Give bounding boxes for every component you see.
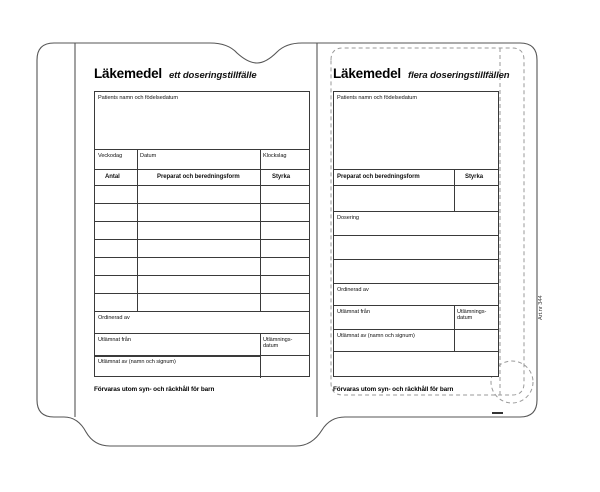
- row-divider-2: [260, 258, 261, 275]
- row-divider-1: [137, 276, 138, 293]
- row-divider-2: [260, 222, 261, 239]
- left-table-header-row: [95, 170, 309, 186]
- right-footer-note: Förvaras utom syn- och räckhåll för barn: [333, 386, 454, 393]
- row-divider-2: [260, 204, 261, 221]
- row-divider-2: [260, 240, 261, 257]
- right-dispensed-date-label-line1: Utlämnings-: [457, 308, 487, 315]
- row-divider-1: [137, 258, 138, 275]
- left-table-header-styrka: Styrka: [272, 174, 291, 180]
- right-dispensed-by-label: Utlämnat av (namn och signum): [337, 332, 415, 339]
- row-divider-1: [137, 204, 138, 221]
- left-form-box: [94, 91, 310, 377]
- right-preparation-row[interactable]: [334, 186, 498, 212]
- left-panel: [94, 66, 310, 411]
- left-patient-row: [95, 92, 309, 150]
- left-dispensed-date-label-line1: Utlämnings-: [263, 336, 293, 343]
- right-patient-row: [334, 92, 498, 170]
- left-dispensed-from-row[interactable]: [95, 334, 309, 356]
- left-table-header-preparat: Preparat och beredningsform: [157, 174, 240, 180]
- left-table-divider-1: [137, 170, 138, 185]
- left-table-divider-2: [260, 170, 261, 185]
- right-table-header-preparat: Preparat och beredningsform: [337, 174, 420, 180]
- left-dispense-divider-2: [260, 356, 261, 378]
- table-row[interactable]: [95, 276, 309, 294]
- left-dispensed-from-label: Utlämnat från: [98, 336, 131, 343]
- right-patient-label: Patients namn och födelsedatum: [337, 94, 417, 101]
- left-schedule-divider-1: [137, 150, 138, 169]
- table-row[interactable]: [95, 294, 309, 312]
- row-divider-1: [137, 186, 138, 203]
- left-schedule-label-veckodag: Veckodag: [98, 152, 123, 159]
- left-dispense-partial-divider: [95, 356, 260, 357]
- left-schedule-label-datum: Datum: [140, 152, 157, 159]
- right-preparation-divider: [454, 186, 455, 211]
- table-row[interactable]: [95, 240, 309, 258]
- left-footer-note: Förvaras utom syn- och räckhåll för barn: [94, 386, 215, 393]
- table-row[interactable]: [95, 186, 309, 204]
- right-dispensed-by-row[interactable]: [334, 330, 498, 352]
- left-panel-subheading: ett doseringstillfälle: [169, 70, 257, 81]
- row-divider-1: [137, 240, 138, 257]
- left-dispense-divider: [260, 334, 261, 355]
- row-divider-2: [260, 186, 261, 203]
- right-panel-heading-row: [333, 66, 510, 81]
- row-divider-2: [260, 294, 261, 311]
- left-schedule-row: [95, 150, 309, 170]
- right-dispense-divider: [454, 306, 455, 329]
- right-dosage-row[interactable]: [334, 212, 498, 236]
- left-ordered-by-row[interactable]: [95, 312, 309, 334]
- right-table-header-styrka: Styrka: [465, 174, 484, 180]
- left-patient-label: Patients namn och födelsedatum: [98, 94, 178, 101]
- right-dispensed-date-label-line2: datum: [457, 315, 473, 321]
- right-table-divider: [454, 170, 455, 185]
- right-dosage-empty-row[interactable]: [334, 260, 498, 284]
- left-ordered-by-label: Ordinerad av: [98, 314, 130, 321]
- table-row[interactable]: [95, 222, 309, 240]
- right-form-box: [333, 91, 499, 377]
- right-dispense-divider-2: [454, 330, 455, 351]
- left-table-header-antal: Antal: [105, 174, 120, 180]
- left-dispensed-by-label: Utlämnat av (namn och signum): [98, 358, 176, 365]
- right-table-header-row: [334, 170, 498, 186]
- right-ordered-by-label: Ordinerad av: [337, 286, 369, 293]
- right-dispensed-from-row[interactable]: [334, 306, 498, 330]
- row-divider-1: [137, 294, 138, 311]
- table-row[interactable]: [95, 258, 309, 276]
- left-schedule-label-klockslag: Klockslag: [263, 152, 287, 159]
- right-dosage-empty-row[interactable]: [334, 236, 498, 260]
- right-panel-heading: Läkemedel: [333, 66, 401, 81]
- right-dispensed-from-label: Utlämnat från: [337, 308, 370, 315]
- table-row[interactable]: [95, 204, 309, 222]
- left-dispensed-by-row[interactable]: [95, 356, 309, 378]
- left-dispensed-date-label-line2: datum: [263, 343, 279, 349]
- right-bottom-blank: [334, 352, 498, 378]
- left-schedule-divider-2: [260, 150, 261, 169]
- art-nr-label: Art.nr 344: [538, 295, 544, 320]
- right-panel-subheading: flera doseringstillfällen: [408, 70, 510, 81]
- right-ordered-by-row[interactable]: [334, 284, 498, 306]
- row-divider-1: [137, 222, 138, 239]
- right-dosage-label: Dosering: [337, 214, 359, 221]
- left-panel-heading-row: [94, 66, 257, 81]
- left-panel-heading: Läkemedel: [94, 66, 162, 81]
- row-divider-2: [260, 276, 261, 293]
- right-panel: [333, 66, 510, 411]
